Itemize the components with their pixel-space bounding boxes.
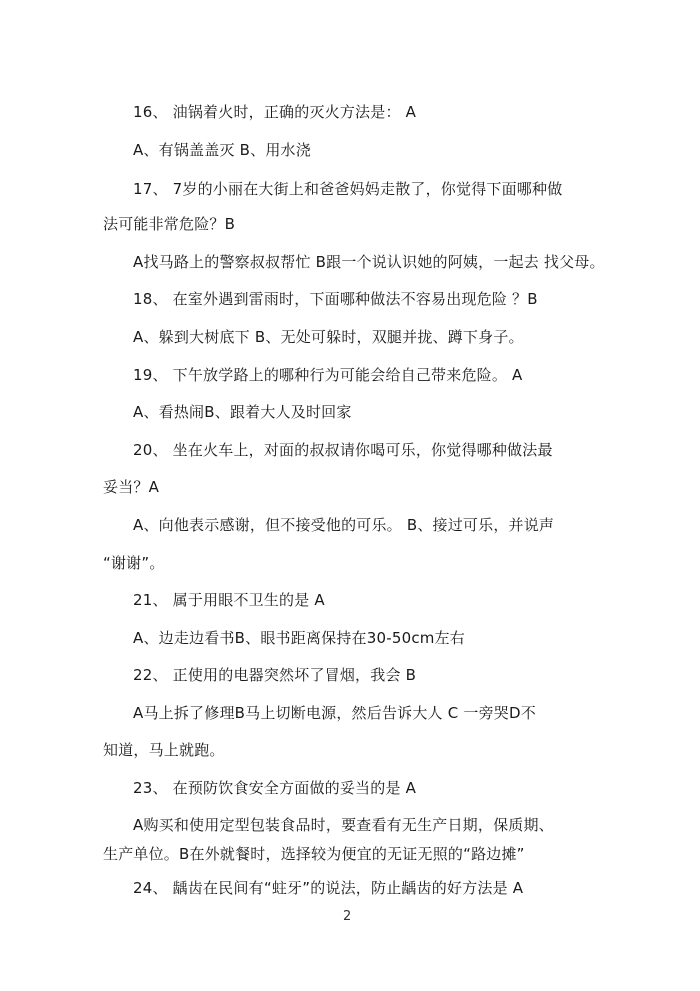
options-19: A、看热闹B、跟着大人及时回家 <box>133 403 352 421</box>
options-21: A、边走边看书B、眼书距离保持在30-50cm左右 <box>133 629 465 647</box>
question-18: 18、 在室外遇到雷雨时，下面哪种做法不容易出现危险 ？B <box>133 290 538 308</box>
options-20-line-1: A、向他表示感谢，但不接受他的可乐。 B、接过可乐，并说声 <box>133 516 555 534</box>
options-22-line-2: 知道，马上就跑。 <box>103 741 225 759</box>
question-22: 22、 正使用的电器突然坏了冒烟，我会 B <box>133 666 417 684</box>
options-23-line-1: A购买和使用定型包装食品时，要查看有无生产日期，保质期、 <box>133 816 554 834</box>
options-16: A、有锅盖盖灭 B、用水浇 <box>133 141 311 159</box>
question-23: 23、 在预防饮食安全方面做的妥当的是 A <box>133 779 417 797</box>
options-18: A、躲到大树底下 B、无处可躲时，双腿并拢、蹲下身子。 <box>133 328 524 346</box>
page-number: 2 <box>343 909 352 924</box>
question-24: 24、 龋齿在民间有“蛀牙”的说法，防止龋齿的好方法是 A <box>133 879 524 897</box>
question-20-line-1: 20、 坐在火车上，对面的叔叔请你喝可乐，你觉得哪种做法最 <box>133 441 553 459</box>
question-20-line-2: 妥当？A <box>103 478 160 496</box>
question-19: 19、 下午放学路上的哪种行为可能会给自己带来危险。 A <box>133 366 523 384</box>
options-20-line-2: “谢谢”。 <box>103 554 165 572</box>
question-16: 16、 油锅着火时，正确的灭火方法是： A <box>133 103 417 121</box>
question-17-line-2: 法可能非常危险？B <box>103 215 236 233</box>
options-17: A找马路上的警察叔叔帮忙 B跟一个说认识她的阿姨，一起去 找父母。 <box>133 253 605 271</box>
question-21: 21、 属于用眼不卫生的是 A <box>133 591 325 609</box>
options-23-line-2: 生产单位。B在外就餐时，选择较为便宜的无证无照的“路边摊” <box>103 845 525 863</box>
question-17-line-1: 17、 7岁的小丽在大街上和爸爸妈妈走散了，你觉得下面哪种做 <box>133 180 563 198</box>
options-22-line-1: A马上拆了修理B马上切断电源，然后告诉大人 C 一旁哭D不 <box>133 704 536 722</box>
